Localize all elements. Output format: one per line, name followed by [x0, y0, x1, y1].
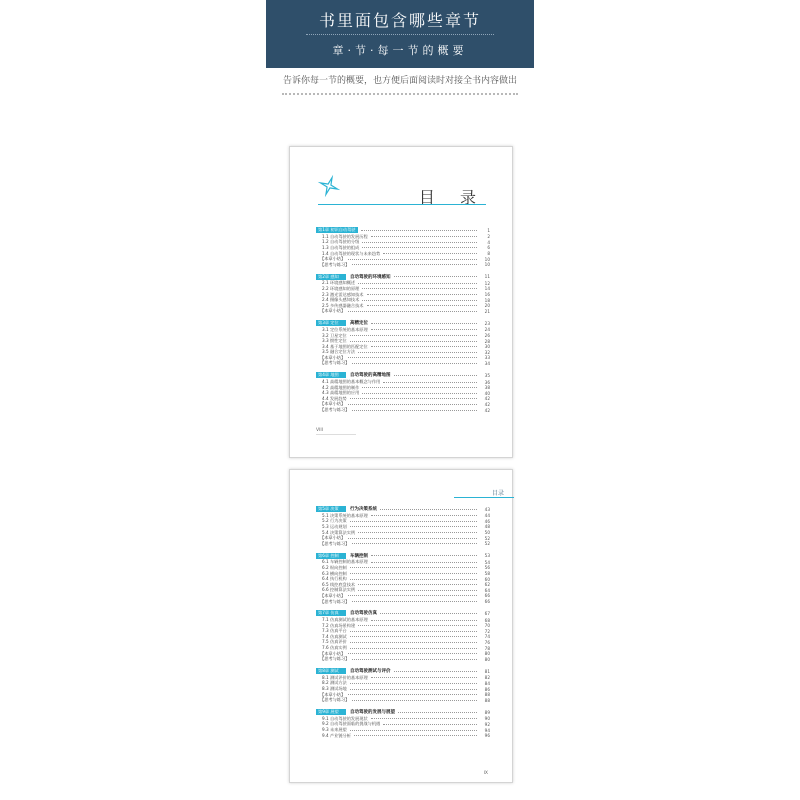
section-title: 1.3 自动驾驶的组成 [322, 244, 360, 250]
section-page: 30 [484, 344, 490, 350]
section-title: 【本章小结】 [320, 401, 346, 407]
dot-leader [350, 648, 477, 649]
caption-rule [282, 93, 518, 95]
dot-leader [350, 689, 477, 690]
section-tag-row [316, 407, 490, 413]
section-title: 9.3 未来展望 [322, 727, 347, 733]
section-page: 62 [484, 582, 490, 588]
dot-leader [367, 305, 478, 306]
banner-divider [306, 34, 494, 40]
dot-leader [371, 236, 477, 237]
section-row [316, 733, 490, 739]
section-title: 3.1 定位系统的基本原理 [322, 326, 368, 332]
section-page: 74 [484, 634, 490, 640]
chapter-page: 11 [484, 274, 490, 280]
chapter-badge: 第2章 感知 [316, 274, 346, 280]
dot-leader [398, 712, 477, 713]
section-title: 6.1 车辆控制的基本原理 [322, 559, 368, 565]
running-head-rule [454, 497, 514, 498]
dot-leader [358, 352, 477, 353]
section-page: 21 [484, 308, 490, 314]
dot-leader [371, 718, 477, 719]
dot-leader [362, 242, 477, 243]
section-title: 【思考与练习】 [320, 360, 350, 366]
section-title: 【本章小结】 [320, 691, 346, 697]
dot-leader [383, 724, 477, 725]
chapter-badge: 第6章 控制 [316, 553, 346, 559]
section-title: 【本章小结】 [320, 308, 346, 314]
chapter-page: 23 [484, 320, 490, 326]
chapter-page: 67 [484, 610, 490, 616]
dot-leader [371, 346, 477, 347]
section-page: 90 [484, 716, 490, 722]
section-page: 72 [484, 628, 490, 634]
chapter-title: 自动驾驶的环境感知 [350, 274, 391, 280]
section-page: 64 [484, 587, 490, 593]
section-page: 8 [487, 251, 490, 257]
section-page: 46 [484, 518, 490, 524]
dot-leader [362, 247, 477, 248]
dot-leader [352, 659, 477, 660]
section-title: 9.1 自动驾驶的发展现状 [322, 715, 368, 721]
section-page: 84 [484, 680, 490, 686]
section-page: 6 [487, 245, 490, 251]
section-title: 3.4 基于地图的匹配定位 [322, 343, 368, 349]
section-title: 【思考与练习】 [320, 261, 350, 267]
toc-title: 目 录 [418, 188, 486, 207]
toc-list [316, 224, 490, 413]
dot-leader [371, 555, 477, 556]
section-title: 3.3 惯性定位 [322, 338, 347, 344]
section-page: 94 [484, 727, 490, 733]
dot-leader [362, 387, 477, 388]
chapter-title: 高精定位 [350, 321, 368, 327]
section-title: 6.3 横向控制 [322, 570, 347, 576]
section-page: 10 [484, 262, 490, 268]
section-title: 7.3 仿真平台 [322, 628, 347, 634]
dot-leader [348, 538, 477, 539]
section-page: 60 [484, 576, 490, 582]
section-title: 【思考与练习】 [320, 540, 350, 546]
chapter-gap [316, 662, 490, 665]
section-title: 【思考与练习】 [320, 407, 350, 413]
section-page: 78 [484, 645, 490, 651]
running-head-label: 目录 [491, 490, 504, 497]
chapter-badge: 第9章 展望 [316, 709, 346, 715]
dot-leader [348, 404, 477, 405]
section-title: 5.2 行为决策 [322, 518, 347, 524]
section-title: 【本章小结】 [320, 256, 346, 262]
dot-leader [352, 363, 477, 364]
dot-leader [350, 335, 477, 336]
dot-leader [371, 562, 477, 563]
section-page: 16 [484, 292, 490, 298]
chapter-title: 车辆控制 [350, 553, 368, 559]
section-title: 【本章小结】 [320, 592, 346, 598]
section-title: 4.2 高精地图的制作 [322, 384, 360, 390]
section-title: 3.2 卫星定位 [322, 332, 347, 338]
section-page: 36 [484, 379, 490, 385]
section-title: 【思考与练习】 [320, 598, 350, 604]
dot-leader [394, 375, 478, 376]
section-page: 28 [484, 338, 490, 344]
toc-title-rule [318, 204, 486, 205]
toc-page-header [316, 173, 488, 207]
dot-leader [350, 573, 477, 574]
dot-leader [350, 642, 477, 643]
section-page: 40 [484, 390, 490, 396]
section-page: 44 [484, 513, 490, 519]
chapter-badge: 第8章 测试 [316, 668, 346, 674]
section-title: 6.4 执行机构 [322, 576, 347, 582]
section-title: 5.4 决策算法实例 [322, 529, 356, 535]
section-title: 2.5 多传感器融合技术 [322, 302, 364, 308]
dot-leader [371, 677, 477, 678]
star-logo-icon [316, 173, 342, 199]
section-page: 20 [484, 303, 490, 309]
dot-leader [362, 300, 477, 301]
section-title: 8.1 测试评价的基本原理 [322, 674, 368, 680]
section-page: 86 [484, 686, 490, 692]
dot-leader [394, 276, 478, 277]
section-page: 52 [484, 541, 490, 547]
section-title: 【思考与练习】 [320, 697, 350, 703]
section-title: 【本章小结】 [320, 354, 346, 360]
section-page: 38 [484, 385, 490, 391]
section-title: 5.1 决策系统的基本原理 [322, 512, 368, 518]
section-page: 32 [484, 349, 490, 355]
chapter-badge: 第7章 仿真 [316, 610, 346, 616]
dot-leader [350, 341, 477, 342]
section-page: 68 [484, 617, 490, 623]
section-page: 42 [484, 396, 490, 402]
section-page: 4 [487, 239, 490, 245]
dot-leader [350, 730, 477, 731]
section-title: 【思考与练习】 [320, 656, 350, 662]
chapter-title: 自动驾驶仿真 [350, 611, 377, 617]
section-page: 42 [484, 401, 490, 407]
section-title: 2.3 激光雷达感知技术 [322, 291, 364, 297]
dot-leader [350, 398, 477, 399]
section-title: 7.6 仿真实例 [322, 645, 347, 651]
section-title: 1.2 自动驾驶的分级 [322, 239, 360, 245]
chapter-page: 43 [484, 506, 490, 512]
dot-leader [358, 283, 477, 284]
dot-leader [348, 259, 477, 260]
section-page: 58 [484, 571, 490, 577]
chapter-page: 35 [484, 372, 490, 378]
section-title: 2.2 环境感知的原理 [322, 285, 360, 291]
banner-caption: 告诉你每一节的概要，也方便后面阅读时对接全书内容做出 [282, 76, 517, 86]
dot-leader [350, 579, 477, 580]
dot-leader [350, 521, 477, 522]
section-page: 50 [484, 530, 490, 536]
section-title: 4.1 高精地图的基本概念与作用 [322, 379, 381, 385]
chapter-gap [316, 547, 490, 550]
section-title: 8.2 测试方法 [322, 680, 347, 686]
section-page: 70 [484, 623, 490, 629]
chapter-gap [316, 314, 490, 317]
section-page: 56 [484, 565, 490, 571]
dot-leader [352, 543, 477, 544]
chapter-title: 自动驾驶测试与评价 [350, 669, 391, 675]
section-page: 10 [484, 256, 490, 262]
section-title: 1.1 自动驾驶的发展历程 [322, 233, 368, 239]
dot-leader [383, 253, 477, 254]
section-page: 80 [484, 656, 490, 662]
dot-leader [350, 526, 477, 527]
section-title: 4.3 高精地图的应用 [322, 390, 360, 396]
section-page: 12 [484, 280, 490, 286]
section-page: 42 [484, 407, 490, 413]
section-title: 6.2 纵向控制 [322, 564, 347, 570]
chapter-gap [316, 604, 490, 607]
dot-leader [352, 410, 477, 411]
section-title: 8.3 测试场地 [322, 686, 347, 692]
section-page: 88 [484, 692, 490, 698]
dot-leader [358, 625, 477, 626]
dot-leader [348, 357, 477, 358]
chapter-page: 89 [484, 709, 490, 715]
toc-page-2 [289, 469, 513, 783]
chapter-badge: 第5章 决策 [316, 506, 346, 512]
chapter-title: 自动驾驶的发展与展望 [350, 710, 395, 716]
chapter-badge: 第4章 地图 [316, 372, 346, 378]
chapter-gap [316, 366, 490, 369]
dot-leader [371, 620, 477, 621]
section-page: 33 [484, 355, 490, 361]
section-title: 9.2 自动驾驶面临的挑战与机遇 [322, 721, 381, 727]
section-page: 52 [484, 535, 490, 541]
section-page: 82 [484, 675, 490, 681]
dot-leader [362, 393, 477, 394]
dot-leader [380, 613, 477, 614]
chapter-title: 行为决策系统 [350, 507, 377, 512]
dot-leader [367, 294, 478, 295]
header-banner [266, 0, 534, 68]
section-title: 9.4 产业链分析 [322, 732, 351, 738]
toc-page-1 [289, 146, 513, 458]
chapter-title: 自动驾驶的高精地图 [350, 373, 391, 379]
dot-leader [361, 230, 478, 231]
section-page: 76 [484, 639, 490, 645]
section-page: 88 [484, 697, 490, 703]
dot-leader [352, 700, 477, 701]
section-page: 14 [484, 286, 490, 292]
section-page: 92 [484, 721, 490, 727]
chapter-row [316, 667, 490, 675]
section-title: 7.5 仿真评价 [322, 639, 347, 645]
dot-leader [348, 595, 477, 596]
dot-leader [358, 590, 477, 591]
page-number: VIII [316, 428, 324, 433]
section-title: 2.4 摄像头感知技术 [322, 297, 360, 303]
section-page: 66 [484, 599, 490, 605]
section-title: 4.4 发展趋势 [322, 395, 347, 401]
banner-title: 书里面包含哪些章节 [318, 11, 481, 30]
page-number: IX [483, 771, 488, 776]
footer-rule [316, 434, 356, 435]
section-title: 1.4 自动驾驶的现状与未来趋势 [322, 250, 381, 256]
section-title: 【本章小结】 [320, 535, 346, 541]
section-page: 24 [484, 327, 490, 333]
section-page: 48 [484, 524, 490, 530]
toc-list [316, 503, 490, 738]
dot-leader [358, 584, 477, 585]
dot-leader [352, 264, 477, 265]
section-page: 2 [487, 234, 490, 240]
dot-leader [362, 288, 477, 289]
section-title: 【本章小结】 [320, 650, 346, 656]
section-title: 7.1 仿真测试的基本原理 [322, 617, 368, 623]
dot-leader [380, 509, 477, 510]
dot-leader [358, 532, 477, 533]
chapter-gap [316, 268, 490, 271]
chapter-page: 1 [487, 227, 490, 233]
dot-leader [350, 631, 477, 632]
section-title: 6.5 线控底盘技术 [322, 581, 356, 587]
dot-leader [394, 671, 478, 672]
chapter-page: 81 [484, 668, 490, 674]
dot-leader [371, 323, 477, 324]
section-page: 18 [484, 297, 490, 303]
section-page: 96 [484, 733, 490, 739]
banner-subtitle: 章·节·每一节的概要 [332, 44, 468, 57]
dot-leader [352, 601, 477, 602]
section-title: 6.6 控制算法实例 [322, 587, 356, 593]
section-page: 26 [484, 333, 490, 339]
dot-leader [348, 311, 477, 312]
chapter-row [316, 319, 490, 327]
chapter-row [316, 505, 490, 513]
chapter-badge: 第3章 定位 [316, 320, 346, 326]
dot-leader [383, 382, 477, 383]
dot-leader [350, 683, 477, 684]
dot-leader [371, 329, 477, 330]
dot-leader [371, 515, 477, 516]
dot-leader [350, 636, 477, 637]
section-title: 7.4 仿真测试 [322, 633, 347, 639]
chapter-row [316, 708, 490, 716]
chapter-badge: 第1章 初识自动驾驶 [318, 227, 356, 232]
section-page: 34 [484, 360, 490, 366]
section-title: 7.2 仿真场景构建 [322, 622, 356, 628]
section-page: 54 [484, 559, 490, 565]
dot-leader [348, 694, 477, 695]
section-title: 5.3 运动规划 [322, 523, 347, 529]
chapter-page: 53 [484, 553, 490, 559]
dot-leader [350, 567, 477, 568]
section-title: 3.5 融合定位方法 [322, 349, 356, 355]
section-page: 66 [484, 593, 490, 599]
section-title: 2.1 环境感知概述 [322, 280, 356, 286]
chapter-gap [316, 703, 490, 706]
dot-leader [354, 735, 477, 736]
dot-leader [348, 653, 477, 654]
section-page: 80 [484, 651, 490, 657]
chapter-row [316, 226, 490, 234]
